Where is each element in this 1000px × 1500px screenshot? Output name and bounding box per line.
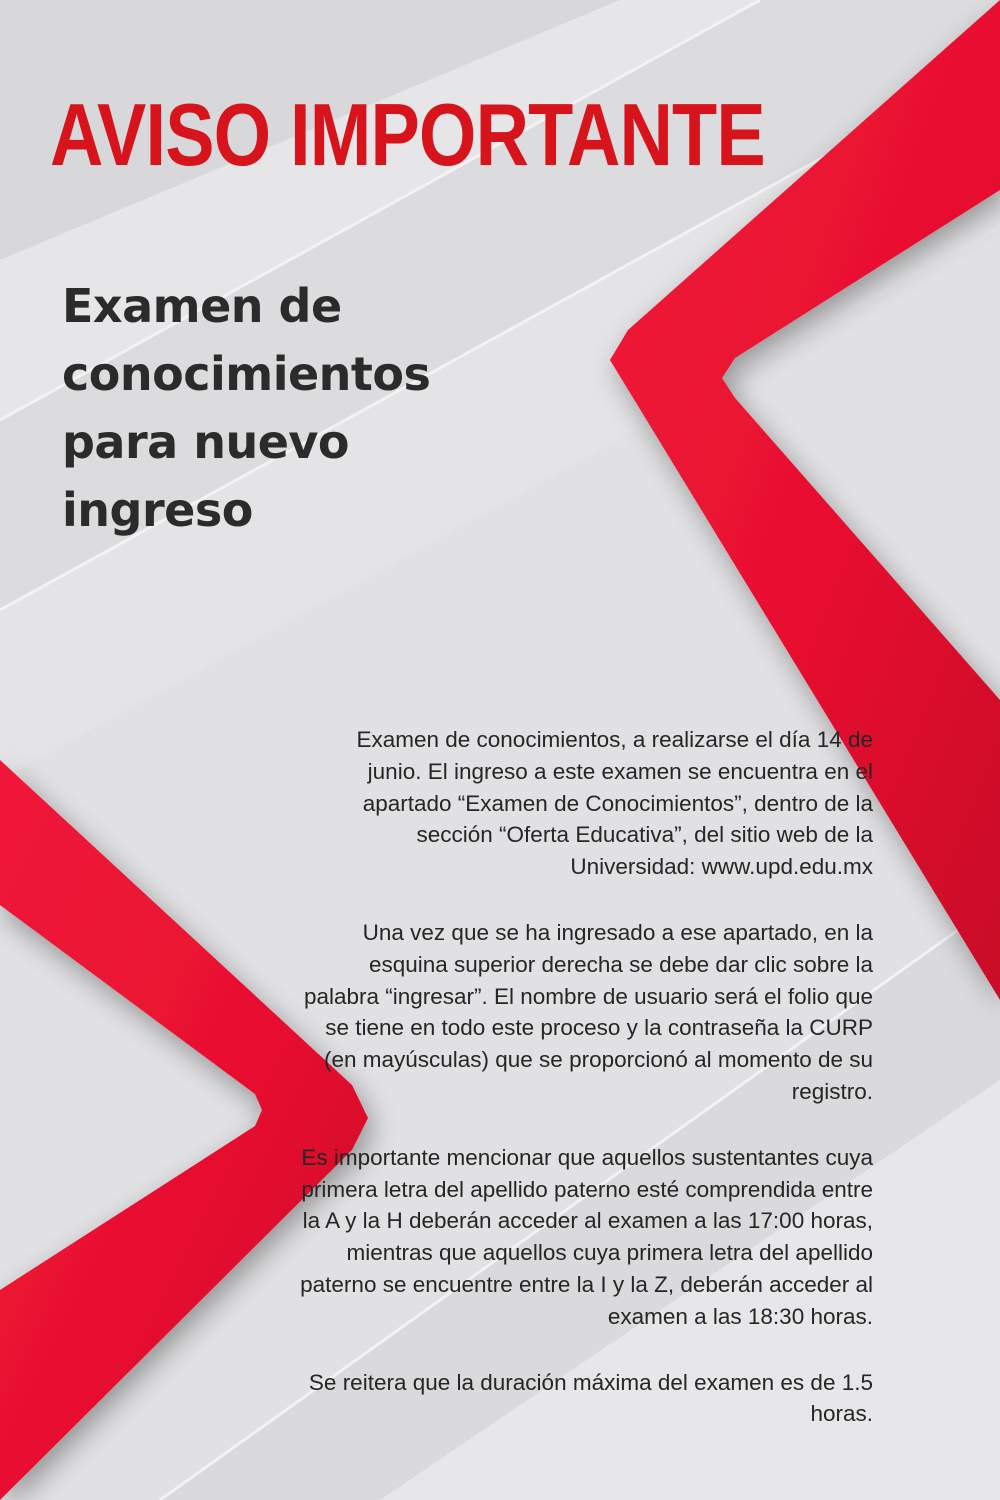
paragraph-login-instructions: Una vez que se ha ingresado a ese apartado, en la esquina superior derecha se debe dar clic sobre la palabra “ingresar”. El nombre de usuario será el folio que se tiene en todo este proceso y la contraseña la CURP (en mayúsculas) que se proporcionó al momento de su registro.	[303, 919, 873, 1104]
paragraph-duration: Se reitera que la duración máxima del examen es de 1.5 horas.	[308, 1369, 873, 1427]
headline: AVISO IMPORTANTE	[50, 85, 765, 184]
paragraph-exam-date: Examen de conocimientos, a realizarse el día 14 de junio. El ingreso a este examen se encuentra en el apartado “Examen de Conocimientos”, dentro de la sección “Oferta Educativa”, del sitio web de la Universidad: www.upd.edu.mx	[356, 727, 873, 880]
paragraph-schedule: Es importante mencionar que aquellos sustentantes cuya primera letra del apellido paterno esté comprendida entre la A y la H deberán acceder al examen a las 17:00 horas, mientras que aquellos cuya primera letra del apellido paterno se encuentre entre la I y la Z, deberán acceder al examen a las 18:30 horas.	[300, 1144, 873, 1329]
notice-body	[300, 724, 873, 1464]
subtitle: Examen de conocimientos para nuevo ingreso	[62, 279, 431, 537]
